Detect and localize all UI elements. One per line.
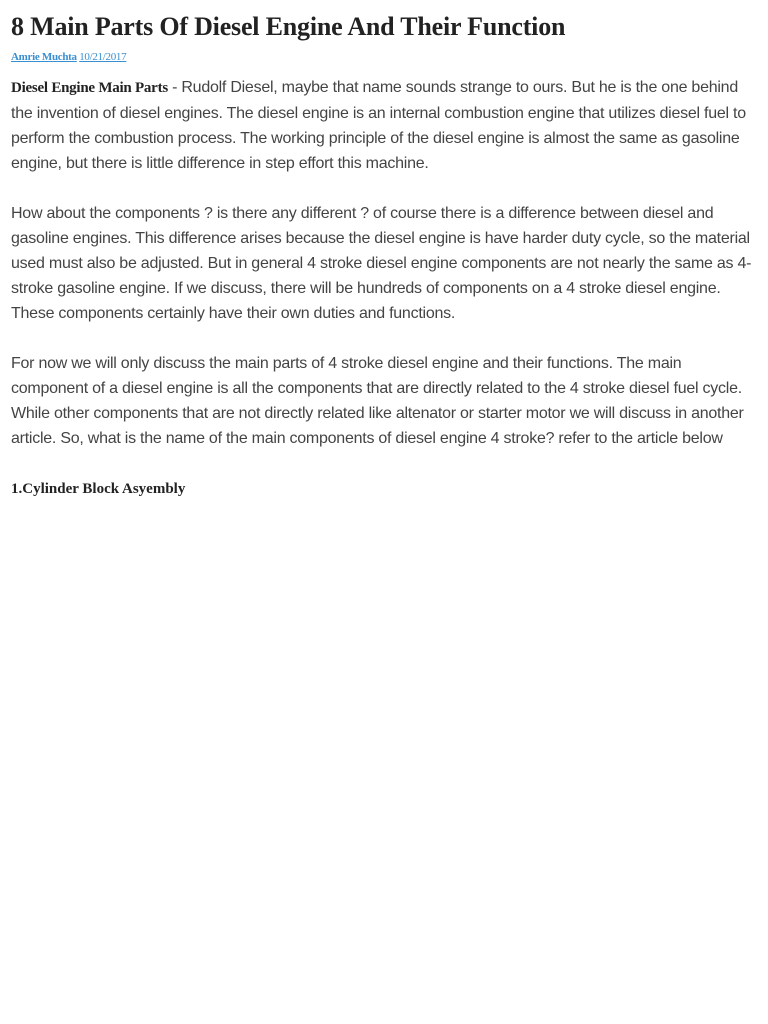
author-link[interactable]: Amrie Muchta — [11, 51, 77, 63]
paragraph-main-parts: For now we will only discuss the main parts of 4 stroke diesel engine and their functions. The main component of a diesel engine is all the components that are directly related to the 4 stroke diesel fuel cycle. While other components that are not directly related like altenator or starter motor we will discuss in another article. So, what is the name of the main components of diesel engine 4 stroke? refer to the article below — [11, 355, 744, 447]
paragraph-text: Rudolf Diesel, maybe that name sounds strange to ours. But he is the one behind the invention of diesel engines. The diesel engine is an internal combustion engine that utilizes diesel fuel to perform the combustion process. The working principle of the diesel engine is almost the same as gasoline engine, but there is little difference in step effort this machine. — [11, 79, 746, 172]
paragraph-lead-separator: - — [167, 79, 182, 96]
article — [11, 0, 761, 499]
paragraph-intro — [11, 75, 761, 176]
section-heading: 1.Cylinder Block Asyembly — [11, 481, 186, 497]
paragraph-components: How about the components ? is there any different ? of course there is a difference between diesel and gasoline engines. This difference arises because the diesel engine is have harder duty cycle, so the material used must also be adjusted. But in general 4 stroke diesel engine components are not nearly the same as 4-stroke gasoline engine. If we discuss, there will be hundreds of components on a 4 stroke diesel engine. These components certainly have their own duties and functions. — [11, 205, 752, 322]
article-title: 8 Main Parts Of Diesel Engine And Their Function — [11, 12, 566, 41]
paragraph-lead: Diesel Engine Main Parts — [11, 80, 168, 96]
article-meta — [11, 50, 761, 64]
date-link[interactable]: 10/21/2017 — [79, 51, 127, 63]
